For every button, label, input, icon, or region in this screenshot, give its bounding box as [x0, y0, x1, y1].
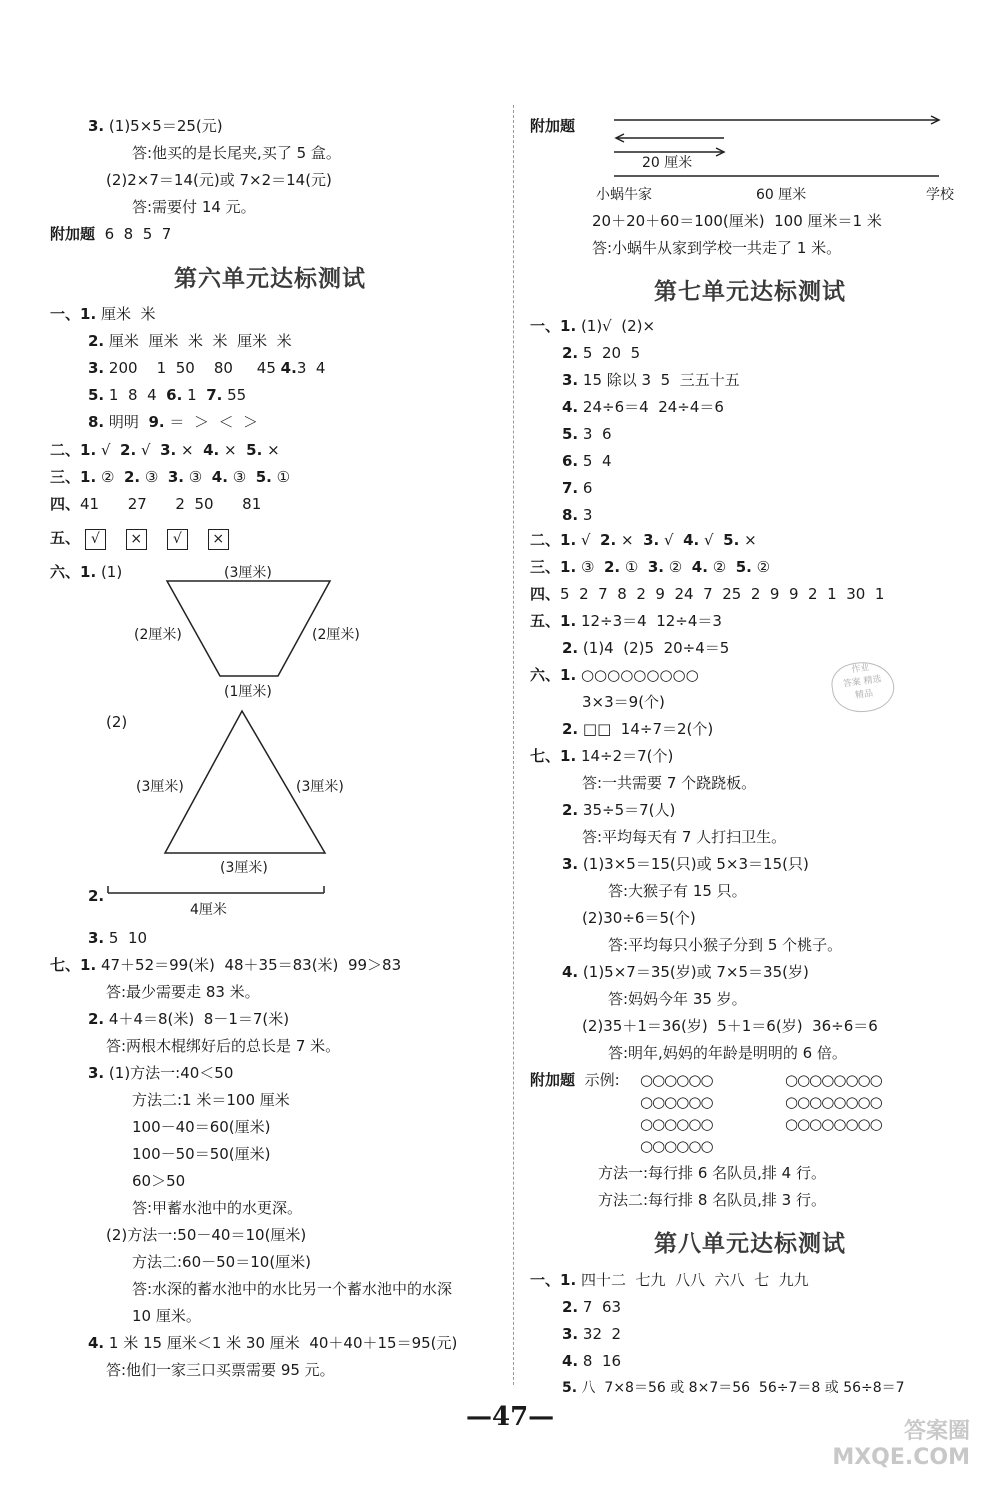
q3-answer1: 答:他买的是长尾夹,买了 5 盒。 — [132, 144, 341, 162]
q3-line2: (2)2×7＝14(元)或 7×2＝14(元) — [106, 171, 332, 189]
u6-s7-a2: 答:最少需要走 83 米。 — [106, 983, 260, 1001]
u7-s4: 四、5 2 7 8 2 9 24 7 25 2 9 9 2 1 30 1 — [530, 585, 885, 603]
u7-s3: 三、1. ③ 2. ① 3. ② 4. ② 5. ② — [530, 558, 771, 576]
u6-s7-a12: 方法二:60－50＝10(厘米) — [132, 1253, 312, 1271]
u7-s6-r3: 2. □□ 14÷7＝2(个) — [562, 720, 714, 738]
u6-s7-a6: 方法二:1 米＝100 厘米 — [132, 1091, 290, 1109]
u6-s6-q3: 3. 5 10 — [88, 929, 148, 947]
extra2-method2: 方法二:每行排 8 名队员,排 3 行。 — [598, 1191, 826, 1209]
u6-s7-a11: (2)方法一:50－40＝10(厘米) — [106, 1226, 307, 1244]
u7-s2: 二、1. √ 2. × 3. √ 4. √ 5. × — [530, 531, 757, 549]
u6-s3: 三、1. ② 2. ③ 3. ③ 4. ③ 5. ① — [50, 468, 291, 486]
u7-s7-a1: 七、1. 14÷2＝7(个) — [530, 747, 674, 765]
u7-s7-a7: (2)30÷6＝5(个) — [582, 909, 696, 927]
u8-s1-r1: 一、1. 四十二 七九 八八 六八 七 九九 — [530, 1271, 809, 1289]
u6-s6-p2: (2) — [106, 713, 128, 731]
u6-s5: 五、 √ × √ × — [50, 528, 249, 550]
u6-s7-a5: 3. (1)方法一:40＜50 — [88, 1064, 234, 1082]
diagram-segment-label: 20 厘米 — [642, 155, 693, 171]
extra-question-1: 附加题 6 8 5 7 — [50, 225, 172, 243]
u7-s1-r3: 3. 15 除以 3 5 三五十五 — [562, 371, 740, 389]
circle-group-2-row: ○○○○○○○○ — [785, 1071, 882, 1089]
u7-s6-r2: 3×3＝9(个) — [582, 693, 665, 711]
u6-s6-p1: 六、1. (1) — [50, 563, 123, 581]
extra2-method1: 方法一:每行排 6 名队员,排 4 行。 — [598, 1164, 826, 1182]
u6-s7-a7: 100－40＝60(厘米) — [132, 1118, 271, 1136]
segment-label: 4厘米 — [190, 902, 227, 918]
extra-answer: 答:小蜗牛从家到学校一共走了 1 米。 — [592, 239, 842, 257]
diagram-home-label: 小蜗牛家 — [596, 187, 652, 203]
u7-s7-a10: 答:妈妈今年 35 岁。 — [608, 990, 747, 1008]
circle-group-2-row: ○○○○○○○○ — [785, 1093, 882, 1111]
circle-group-1-row: ○○○○○○ — [640, 1093, 713, 1111]
diagram-school-label: 学校 — [926, 187, 954, 203]
u6-s1-r1: 一、1. 厘米 米 — [50, 305, 156, 323]
watermark: 答案圈 MXQE.COM — [832, 1419, 970, 1470]
u7-s1-r8: 8. 3 — [562, 506, 593, 524]
u6-s2: 二、1. √ 2. √ 3. × 4. × 5. × — [50, 441, 280, 459]
u7-s7-a5: 3. (1)3×5＝15(只)或 5×3＝15(只) — [562, 855, 809, 873]
u8-s1-r4: 4. 8 16 — [562, 1352, 622, 1370]
u7-s7-a8: 答:平均每只小猴子分到 5 个桃子。 — [608, 936, 843, 954]
u7-s1-r2: 2. 5 20 5 — [562, 344, 641, 362]
u6-s7-a13: 答:水深的蓄水池中的水比另一个蓄水池中的水深 — [132, 1280, 453, 1298]
u8-s1-r3: 3. 32 2 — [562, 1325, 622, 1343]
trapezoid-right-label: (2厘米) — [312, 627, 360, 643]
u7-s7-a9: 4. (1)5×7＝35(岁)或 7×5＝35(岁) — [562, 963, 809, 981]
trapezoid-left-label: (2厘米) — [134, 627, 182, 643]
extra2-header: 附加题 示例: — [530, 1071, 620, 1089]
u6-s7-a16: 答:他们一家三口买票需要 95 元。 — [106, 1361, 335, 1379]
u6-s7-a4: 答:两根木棍绑好后的总长是 7 米。 — [106, 1037, 341, 1055]
u6-s6-q2: 2. — [88, 887, 105, 905]
diagram-middle-label: 60 厘米 — [756, 187, 807, 203]
trapezoid-top-label: (3厘米) — [224, 565, 272, 581]
triangle-right-label: (3厘米) — [296, 779, 344, 795]
u7-s7-a2: 答:一共需要 7 个跷跷板。 — [582, 774, 757, 792]
u8-s1-r2: 2. 7 63 — [562, 1298, 622, 1316]
q3-answer2: 答:需要付 14 元。 — [132, 198, 256, 216]
u7-s7-a3: 2. 35÷5＝7(人) — [562, 801, 676, 819]
unit7-title: 第七单元达标测试 — [654, 278, 846, 305]
u7-s7-a11: (2)35＋1＝36(岁) 5＋1＝6(岁) 36÷6＝6 — [582, 1017, 878, 1035]
u6-s7-a15: 4. 1 米 15 厘米＜1 米 30 厘米 40＋40＋15＝95(元) — [88, 1334, 458, 1352]
u6-s1-r3: 3. 200 1 50 80 45 4.3 4 — [88, 359, 326, 377]
triangle-left-label: (3厘米) — [136, 779, 184, 795]
u6-s4: 四、41 27 2 50 81 — [50, 495, 262, 513]
u7-s7-a12: 答:明年,妈妈的年龄是明明的 6 倍。 — [608, 1044, 847, 1062]
u7-s5-r1: 五、1. 12÷3＝4 12÷4＝3 — [530, 612, 722, 630]
answer-box: √ — [85, 529, 106, 550]
u6-s1-r2: 2. 厘米 厘米 米 米 厘米 米 — [88, 332, 292, 350]
segment-figure — [108, 885, 328, 897]
u6-s1-r4: 5. 1 8 4 6. 1 7. 55 — [88, 386, 247, 404]
triangle-bottom-label: (3厘米) — [220, 860, 268, 876]
u7-s1-r7: 7. 6 — [562, 479, 593, 497]
answer-box: × — [208, 529, 229, 550]
u7-s7-a6: 答:大猴子有 15 只。 — [608, 882, 747, 900]
u6-s1-r5: 8. 明明 9. ＝ ＞ ＜ ＞ — [88, 413, 259, 431]
u7-s1-r1: 一、1. (1)√ (2)× — [530, 317, 656, 335]
unit8-title: 第八单元达标测试 — [654, 1230, 846, 1257]
extra-question-label: 附加题 — [530, 117, 576, 135]
page-number: —47— — [466, 1402, 555, 1432]
u7-s5-r2: 2. (1)4 (2)5 20÷4＝5 — [562, 639, 730, 657]
trapezoid-bottom-label: (1厘米) — [224, 684, 272, 700]
u6-s7-a1: 七、1. 47＋52＝99(米) 48＋35＝83(米) 99＞83 — [50, 956, 402, 974]
u6-s7-a10: 答:甲蓄水池中的水更深。 — [132, 1199, 303, 1217]
circle-group-2-row: ○○○○○○○○ — [785, 1115, 882, 1133]
u6-s7-a8: 100－50＝50(厘米) — [132, 1145, 271, 1163]
unit6-title: 第六单元达标测试 — [174, 265, 366, 292]
u7-s6-r1: 六、1. ○○○○○○○○○ — [530, 666, 699, 684]
u6-s7-a3: 2. 4＋4＝8(米) 8－1＝7(米) — [88, 1010, 290, 1028]
u6-s7-a14: 10 厘米。 — [132, 1307, 201, 1325]
trapezoid-figure — [165, 578, 335, 688]
q3-line1: 3. (1)5×5＝25(元) — [88, 117, 223, 135]
u7-s7-a4: 答:平均每天有 7 人打扫卫生。 — [582, 828, 787, 846]
answer-box: √ — [167, 529, 188, 550]
u7-s1-r5: 5. 3 6 — [562, 425, 612, 443]
u8-s1-r5: 5. 八 7×8＝56 或 8×7＝56 56÷7＝8 或 56÷8＝7 — [562, 1380, 905, 1396]
circle-group-1-row: ○○○○○○ — [640, 1115, 713, 1133]
u7-s1-r6: 6. 5 4 — [562, 452, 612, 470]
circle-group-1-row: ○○○○○○ — [640, 1071, 713, 1089]
u6-s7-a9: 60＞50 — [132, 1172, 186, 1190]
answer-box: × — [126, 529, 147, 550]
u7-s1-r4: 4. 24÷6＝4 24÷4＝6 — [562, 398, 724, 416]
stamp-mark: 作业 答案 精选 精品 — [829, 658, 897, 716]
circle-group-1-row: ○○○○○○ — [640, 1137, 713, 1155]
extra-calc: 20＋20＋60＝100(厘米) 100 厘米＝1 米 — [592, 212, 882, 230]
column-divider — [513, 105, 514, 1385]
